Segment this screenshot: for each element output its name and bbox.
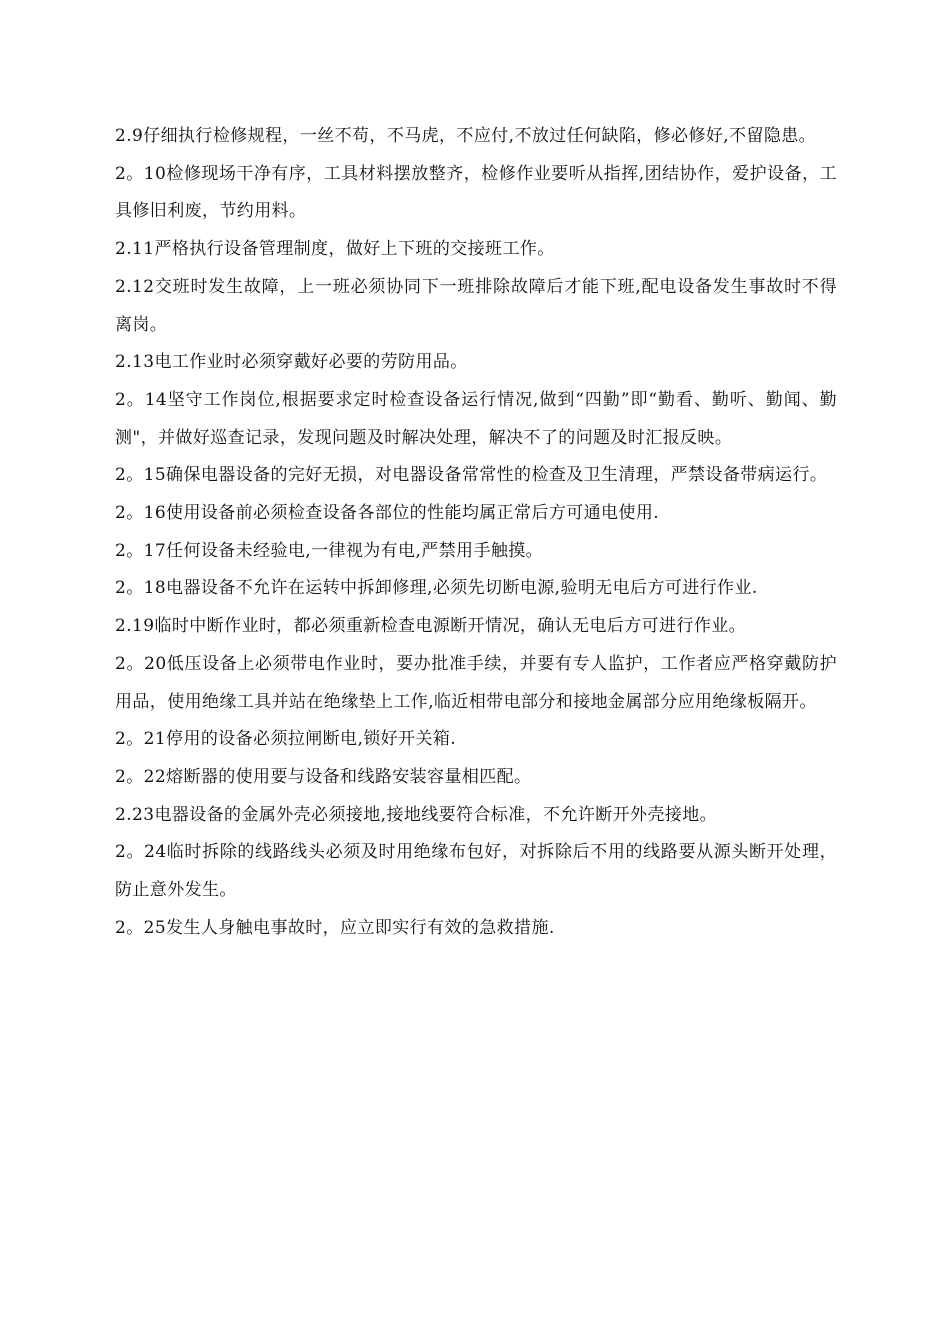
paragraph-2-12: 2.12交班时发生故障，上一班必须协同下一班排除故障后才能下班,配电设备发生事故时不得离岗。 bbox=[115, 276, 837, 335]
paragraph-2-15: 2。15确保电器设备的完好无损，对电器设备常常性的检查及卫生清理，严禁设备带病运行。 bbox=[115, 465, 828, 486]
paragraph-2-21: 2。21停用的设备必须拉闸断电,锁好开关箱. bbox=[115, 729, 457, 750]
document-body bbox=[115, 118, 837, 947]
paragraph-2-10: 2。10检修现场干净有序，工具材料摆放整齐，检修作业要听从指挥,团结协作，爱护设备，工具修旧利废，节约用料。 bbox=[115, 163, 837, 222]
paragraph-2-9: 2.9仔细执行检修规程，一丝不苟，不马虎，不应付,不放过任何缺陷，修必修好,不留隐患。 bbox=[115, 126, 817, 146]
paragraph-2-22: 2。22熔断器的使用要与设备和线路安装容量相匹配。 bbox=[115, 766, 532, 787]
paragraph-2-13: 2.13电工作业时必须穿戴好必要的劳防用品。 bbox=[115, 352, 468, 373]
paragraph-2-17: 2。17任何设备未经验电,一律视为有电,严禁用手触摸。 bbox=[115, 540, 544, 561]
paragraph-2-11: 2.11严格执行设备管理制度，做好上下班的交接班工作。 bbox=[115, 239, 555, 260]
paragraph-2-18: 2。18电器设备不允许在运转中拆卸修理,必须先切断电源,验明无电后方可进行作业. bbox=[115, 578, 758, 599]
paragraph-2-24: 2。24临时拆除的线路线头必须及时用绝缘布包好，对拆除后不用的线路要从源头断开处理，防止意外发生。 bbox=[115, 842, 837, 901]
paragraph-2-19: 2.19临时中断作业时，都必须重新检查电源断开情况，确认无电后方可进行作业。 bbox=[115, 616, 747, 637]
paragraph-2-23: 2.23电器设备的金属外壳必须接地,接地线要符合标准，不允许断开外壳接地。 bbox=[115, 804, 718, 825]
paragraph-2-14: 2。14坚守工作岗位,根据要求定时检查设备运行情况,做到“四勤”即“勤看、勤听、勤闻、勤测"，并做好巡查记录，发现问题及时解决处理，解决不了的问题及时汇报反映。 bbox=[115, 389, 837, 448]
paragraph-2-20: 2。20低压设备上必须带电作业时，要办批准手续，并要有专人监护，工作者应严格穿戴防护用品，使用绝缘工具并站在绝缘垫上工作,临近相带电部分和接地金属部分应用绝缘板隔开。 bbox=[115, 653, 837, 712]
paragraph-2-25: 2。25发生人身触电事故时，应立即实行有效的急救措施. bbox=[115, 917, 555, 938]
paragraph-2-16: 2。16使用设备前必须检查设备各部位的性能均属正常后方可通电使用. bbox=[115, 503, 660, 524]
